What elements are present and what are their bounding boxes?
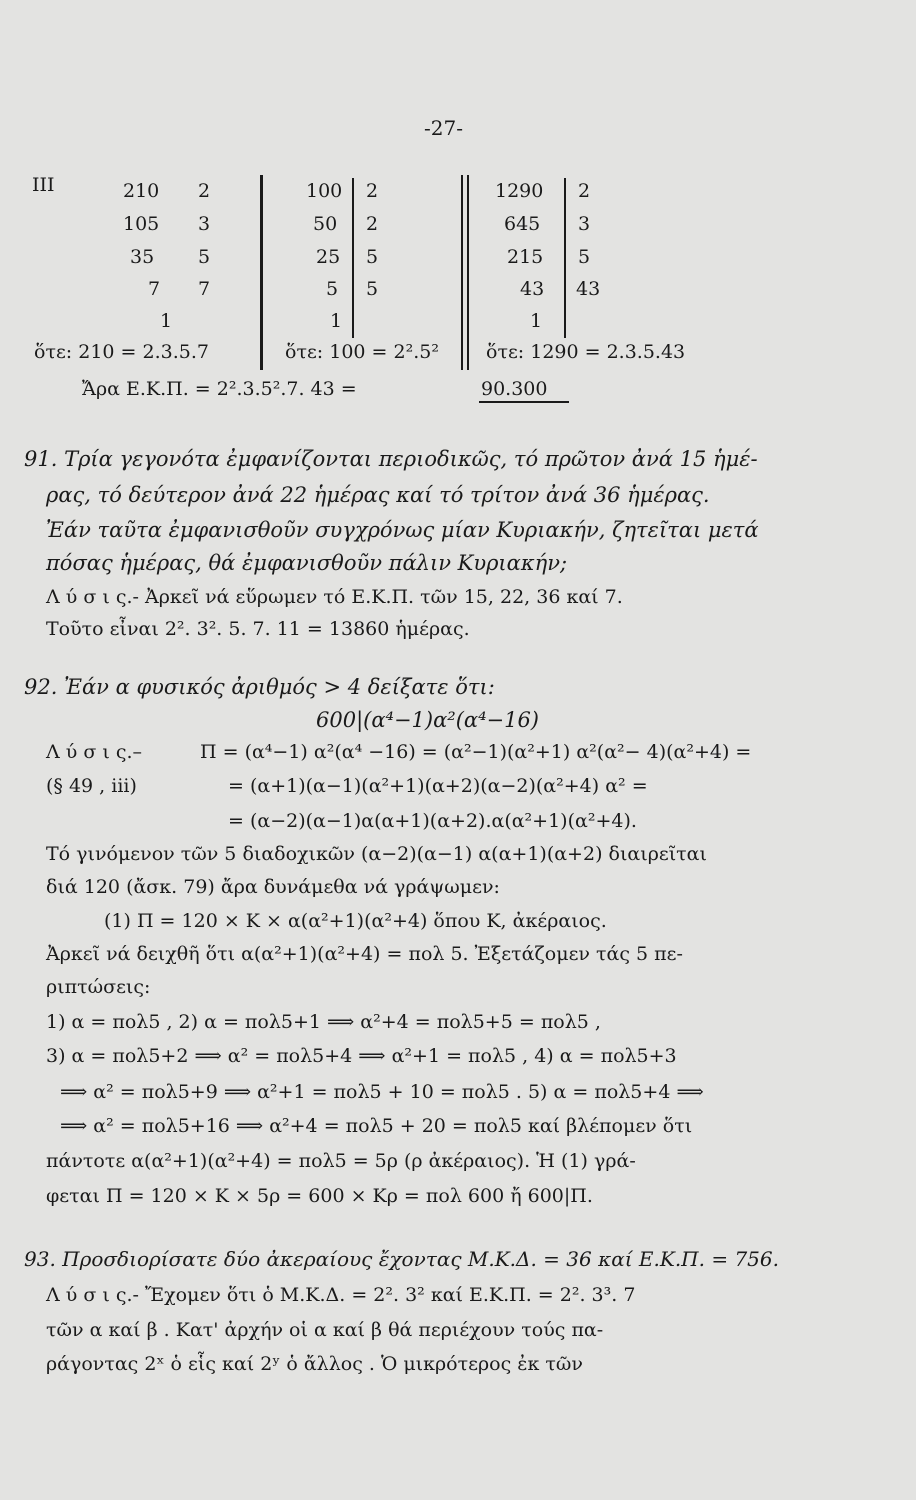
p92-line-5: = (α−2)(α−1)α(α+1)(α+2).α(α²+1)(α²+4). [228, 810, 637, 832]
p92-line-7: διά 120 (ἄσκ. 79) ἄρα δυνάμεθα νά γράψωμεν: [46, 876, 500, 898]
p91-line-4: πόσας ἡμέρας, θά ἐμφανισθοῦν πάλιν Κυριακήν; [46, 551, 568, 575]
p92-line-3a: Λ ύ σ ι ς.– [46, 741, 143, 763]
divider-1 [260, 175, 263, 370]
table1-r1-factor: 2 [198, 180, 211, 202]
p91-line-1: 91. Τρία γεγονότα ἐμφανίζονται περιοδικῶς, τό πρῶτον ἀνά 15 ἡμέ- [24, 447, 758, 471]
table3-r3-value: 215 [507, 246, 544, 268]
table3-r1-value: 1290 [495, 180, 544, 202]
table3-r2-factor: 3 [578, 213, 591, 235]
p92-line-15: πάντοτε α(α²+1)(α²+4) = πολ5 = 5ρ (ρ ἀκέραιος). Ἡ (1) γρά- [46, 1150, 636, 1172]
table3-result: ὅτε: 1290 = 2.3.5.43 [486, 341, 686, 363]
table1-r5-value: 1 [160, 310, 173, 332]
p92-line-11: 1) α = πολ5 , 2) α = πολ5+1 ⟹ α²+4 = πολ5+5 = πολ5 , [46, 1011, 601, 1033]
p92-line-3b: Π = (α⁴−1) α²(α⁴ −16) = (α²−1)(α²+1) α²(α²− 4)(α²+4) = [200, 741, 752, 763]
table2-r3-value: 25 [316, 246, 341, 268]
table1-r1-value: 210 [123, 180, 160, 202]
table1-r3-factor: 5 [198, 246, 211, 268]
table2-r5-value: 1 [330, 310, 343, 332]
p92-line-14: ⟹ α² = πολ5+16 ⟹ α²+4 = πολ5 + 20 = πολ5 καί βλέπομεν ὅτι [60, 1115, 693, 1137]
p92-line-10: ριπτώσεις: [46, 976, 151, 998]
table2-column-rule [352, 178, 354, 338]
p92-line-1: 92. Ἐάν α φυσικός ἀριθμός > 4 δείξατε ὅτι: [24, 675, 495, 699]
table3-r5-value: 1 [530, 310, 543, 332]
table3-r4-factor: 43 [576, 278, 601, 300]
p91-line-3: Ἐάν ταῦτα ἐμφανισθοῦν συγχρόνως μίαν Κυριακήν, ζητεῖται μετά [46, 518, 759, 542]
table1-r4-value: 7 [148, 278, 161, 300]
table2-r2-value: 50 [313, 213, 338, 235]
p92-line-4b: = (α+1)(α−1)(α²+1)(α+2)(α−2)(α²+4) α² = [228, 775, 648, 797]
p93-line-4: ράγοντας 2ˣ ὁ εἷς καί 2ʸ ὁ ἄλλος . Ὁ μικρότερος ἐκ τῶν [46, 1353, 583, 1375]
p92-line-8: (1) Π = 120 × Κ × α(α²+1)(α²+4) ὅπου Κ, ἀκέραιος. [104, 910, 607, 932]
section-roman-numeral: III [32, 174, 55, 196]
p93-line-3: τῶν α καί β . Κατ' ἀρχήν οἱ α καί β θά περιέχουν τούς πα- [46, 1319, 604, 1341]
p92-line-9: Ἀρκεῖ νά δειχθῆ ὅτι α(α²+1)(α²+4) = πολ 5. Ἐξετάζομεν τάς 5 πε- [46, 943, 683, 965]
p91-line-6: Τοῦτο εἶναι 2². 3². 5. 7. 11 = 13860 ἡμέρας. [46, 618, 470, 640]
table1-r2-value: 105 [123, 213, 160, 235]
p92-line-4a: (§ 49 , iii) [46, 775, 137, 797]
table2-r1-value: 100 [306, 180, 343, 202]
table1-result: ὅτε: 210 = 2.3.5.7 [34, 341, 209, 363]
table2-result: ὅτε: 100 = 2².5² [285, 341, 439, 363]
table3-r2-value: 645 [504, 213, 541, 235]
p92-line-13: ⟹ α² = πολ5+9 ⟹ α²+1 = πολ5 + 10 = πολ5 . 5) α = πολ5+4 ⟹ [60, 1081, 704, 1103]
table2-r4-value: 5 [326, 278, 339, 300]
p91-line-5: Λ ύ σ ι ς.- Ἀρκεῖ νά εὕρωμεν τό Ε.Κ.Π. τῶν 15, 22, 36 καί 7. [46, 586, 623, 608]
table3-r1-factor: 2 [578, 180, 591, 202]
table3-column-rule [564, 178, 566, 338]
lcm-line: Ἄρα Ε.Κ.Π. = 2².3.5².7. 43 = [82, 378, 357, 400]
table2-r2-factor: 2 [366, 213, 379, 235]
lcm-underline [479, 401, 569, 403]
table1-r4-factor: 7 [198, 278, 211, 300]
p93-line-1: 93. Προσδιορίσατε δύο ἀκεραίους ἔχοντας Μ.Κ.Δ. = 36 καί Ε.Κ.Π. = 756. [24, 1247, 779, 1271]
table3-r3-factor: 5 [578, 246, 591, 268]
table1-r3-value: 35 [130, 246, 155, 268]
p92-line-12: 3) α = πολ5+2 ⟹ α² = πολ5+4 ⟹ α²+1 = πολ5 , 4) α = πολ5+3 [46, 1045, 677, 1067]
p92-line-6: Τό γινόμενον τῶν 5 διαδοχικῶν (α−2)(α−1) α(α+1)(α+2) διαιρεῖται [46, 843, 707, 865]
table2-r3-factor: 5 [366, 246, 379, 268]
lcm-value: 90.300 [481, 378, 548, 400]
table2-r1-factor: 2 [366, 180, 379, 202]
table1-r2-factor: 3 [198, 213, 211, 235]
table3-r4-value: 43 [520, 278, 545, 300]
divider-2a [461, 175, 463, 370]
p93-line-2: Λ ύ σ ι ς.- Ἔχομεν ὅτι ὁ Μ.Κ.Δ. = 2². 3² καί Ε.Κ.Π. = 2². 3³. 7 [46, 1284, 636, 1306]
table2-r4-factor: 5 [366, 278, 379, 300]
divider-2b [467, 175, 469, 370]
p92-line-2: 600|(α⁴−1)α²(α⁴−16) [316, 708, 540, 732]
p92-line-16: φεται Π = 120 × Κ × 5ρ = 600 × Κρ = πολ 600 ἤ 600|Π. [46, 1185, 593, 1207]
p91-line-2: ρας, τό δεύτερον ἀνά 22 ἡμέρας καί τό τρίτον ἀνά 36 ἡμέρας. [46, 483, 710, 507]
page-number: -27- [424, 116, 463, 140]
